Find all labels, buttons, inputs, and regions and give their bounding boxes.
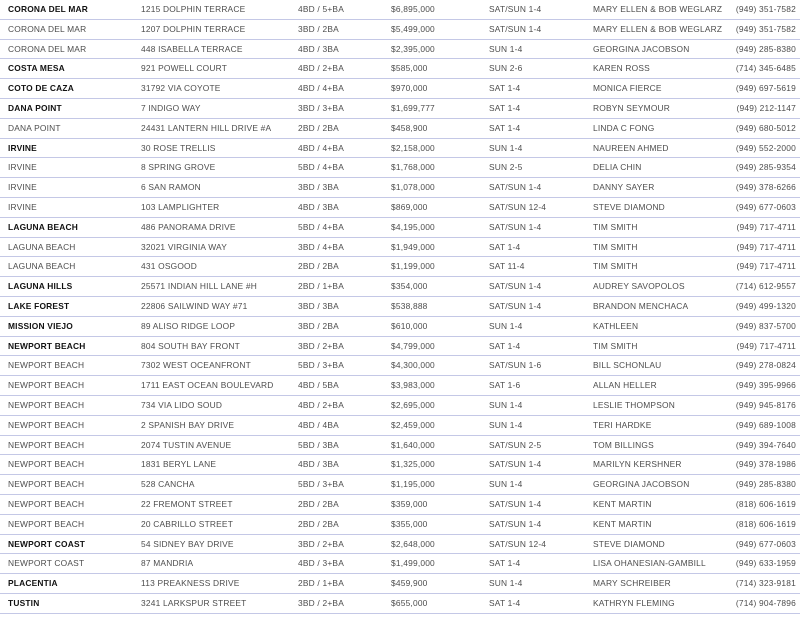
- listing-open-house-time: SAT 1-4: [489, 340, 521, 351]
- listing-price: $2,459,000: [391, 419, 435, 430]
- listing-agent-phone: (949) 395-9966: [735, 380, 796, 391]
- listing-row: [0, 416, 800, 436]
- listing-city: LAGUNA BEACH: [8, 221, 79, 232]
- listing-city: LAGUNA BEACH: [8, 241, 76, 252]
- listing-agent-phone: (949) 499-1320: [735, 300, 796, 311]
- listing-agent: TERI HARDKE: [593, 419, 652, 430]
- listing-city: NEWPORT BEACH: [8, 439, 85, 450]
- listing-agent-phone: (949) 285-8380: [735, 479, 796, 490]
- listing-address: 528 CANCHA: [141, 479, 195, 490]
- listing-address: 6 SAN RAMON: [141, 182, 201, 193]
- listing-beds-baths: 2BD / 1+BA: [298, 578, 344, 589]
- listing-agent-phone: (949) 717-4711: [736, 261, 796, 272]
- listing-beds-baths: 2BD / 1+BA: [298, 281, 344, 292]
- listing-open-house-time: SAT/SUN 1-4: [489, 221, 542, 232]
- listing-agent: AUDREY SAVOPOLOS: [593, 281, 685, 292]
- listing-beds-baths: 3BD / 4+BA: [298, 241, 344, 252]
- listing-city: NEWPORT COAST: [8, 558, 85, 569]
- listing-address: 448 ISABELLA TERRACE: [141, 43, 243, 54]
- listing-row: [0, 79, 800, 99]
- listing-agent: DELIA CHIN: [593, 162, 642, 173]
- listing-address: 1215 DOLPHIN TERRACE: [141, 4, 246, 14]
- listing-beds-baths: 4BD / 3BA: [298, 43, 339, 54]
- listing-open-house-time: SAT/SUN 1-4: [489, 300, 542, 311]
- listing-open-house-time: SAT/SUN 1-4: [489, 281, 542, 292]
- listing-agent: MARY ELLEN & BOB WEGLARZ: [593, 23, 723, 34]
- listing-city: PLACENTIA: [8, 578, 58, 589]
- listing-city: IRVINE: [8, 142, 37, 153]
- listing-row: [0, 475, 800, 495]
- listing-row: [0, 515, 800, 535]
- listing-beds-baths: 4BD / 4+BA: [298, 83, 344, 94]
- listing-agent: ALLAN HELLER: [593, 380, 657, 391]
- listing-address: 87 MANDRIA: [141, 558, 194, 569]
- listing-row: [0, 119, 800, 139]
- listing-agent-phone: (949) 285-9354: [735, 162, 796, 173]
- listing-agent: LESLIE THOMPSON: [593, 399, 675, 410]
- listing-beds-baths: 4BD / 3BA: [298, 459, 339, 470]
- listing-open-house-time: SAT 1-6: [489, 380, 521, 391]
- listing-open-house-time: SAT/SUN 1-4: [489, 23, 542, 34]
- listing-address: 32021 VIRGINIA WAY: [141, 241, 227, 252]
- listing-agent-phone: (949) 351-7582: [735, 4, 796, 14]
- listing-price: $355,000: [391, 518, 428, 529]
- listing-agent-phone: (949) 677-0603: [735, 538, 796, 549]
- listing-agent-phone: (949) 677-0603: [735, 201, 796, 212]
- listing-address: 24431 LANTERN HILL DRIVE #A: [141, 122, 272, 133]
- listing-beds-baths: 4BD / 5+BA: [298, 4, 344, 14]
- listing-agent-phone: (949) 633-1959: [735, 558, 796, 569]
- listing-price: $610,000: [391, 320, 428, 331]
- listing-open-house-time: SAT/SUN 12-4: [489, 538, 547, 549]
- listing-agent: TIM SMITH: [593, 241, 638, 252]
- listing-open-house-time: SUN 1-4: [489, 399, 523, 410]
- listing-address: 89 ALISO RIDGE LOOP: [141, 320, 236, 331]
- listing-beds-baths: 4BD / 4BA: [298, 419, 339, 430]
- listing-open-house-time: SUN 1-4: [489, 578, 523, 589]
- listing-city: DANA POINT: [8, 122, 61, 133]
- listing-city: NEWPORT BEACH: [8, 459, 85, 470]
- listing-agent: TOM BILLINGS: [593, 439, 654, 450]
- listing-price: $2,648,000: [391, 538, 435, 549]
- listing-agent-phone: (818) 606-1619: [735, 498, 796, 509]
- listing-agent-phone: (949) 680-5012: [735, 122, 796, 133]
- listing-beds-baths: 5BD / 4+BA: [298, 221, 344, 232]
- listing-price: $2,395,000: [391, 43, 435, 54]
- listing-beds-baths: 2BD / 2BA: [298, 261, 339, 272]
- listing-address: 1207 DOLPHIN TERRACE: [141, 23, 246, 34]
- listing-open-house-time: SAT/SUN 1-6: [489, 360, 542, 371]
- listing-agent-phone: (949) 278-0824: [735, 360, 796, 371]
- listing-city: TUSTIN: [8, 597, 40, 608]
- listing-beds-baths: 4BD / 5BA: [298, 380, 339, 391]
- listing-beds-baths: 3BD / 2BA: [298, 320, 339, 331]
- listing-price: $1,195,000: [391, 479, 435, 490]
- listing-agent: TIM SMITH: [593, 221, 638, 232]
- listing-open-house-time: SUN 1-4: [489, 479, 523, 490]
- listing-agent-phone: (714) 323-9181: [735, 578, 796, 589]
- listing-agent: KENT MARTIN: [593, 498, 652, 509]
- listing-price: $1,699,777: [391, 102, 435, 113]
- listing-row: [0, 376, 800, 396]
- listing-agent: MONICA FIERCE: [593, 83, 662, 94]
- listing-address: 7302 WEST OCEANFRONT: [141, 360, 251, 371]
- listing-address: 30 ROSE TRELLIS: [141, 142, 216, 153]
- listing-city: COTO DE CAZA: [8, 83, 74, 94]
- listing-row: [0, 535, 800, 555]
- listing-open-house-time: SAT 1-4: [489, 102, 521, 113]
- listing-agent: KAREN ROSS: [593, 63, 650, 74]
- listing-address: 31792 VIA COYOTE: [141, 83, 221, 94]
- listing-agent-phone: (949) 351-7582: [735, 23, 796, 34]
- listing-address: 2 SPANISH BAY DRIVE: [141, 419, 235, 430]
- listing-open-house-time: SAT/SUN 1-4: [489, 459, 542, 470]
- listing-city: DANA POINT: [8, 102, 62, 113]
- listing-address: 8 SPRING GROVE: [141, 162, 216, 173]
- listing-price: $6,895,000: [391, 4, 435, 14]
- listing-beds-baths: 5BD / 3BA: [298, 439, 339, 450]
- listing-agent: LISA OHANESIAN-GAMBILL: [593, 558, 706, 569]
- listing-city: NEWPORT BEACH: [8, 340, 86, 351]
- listing-open-house-time: SAT 1-4: [489, 122, 521, 133]
- listing-open-house-time: SAT 11-4: [489, 261, 525, 272]
- listing-beds-baths: 3BD / 3BA: [298, 300, 339, 311]
- listing-row: [0, 139, 800, 159]
- listing-open-house-time: SUN 2-5: [489, 162, 523, 173]
- listing-price: $1,078,000: [391, 182, 435, 193]
- listing-row: [0, 594, 800, 614]
- listing-address: 431 OSGOOD: [141, 261, 197, 272]
- listing-row: [0, 356, 800, 376]
- listing-price: $585,000: [391, 63, 428, 74]
- listing-city: NEWPORT BEACH: [8, 399, 85, 410]
- listing-price: $1,768,000: [391, 162, 435, 173]
- listing-price: $459,900: [391, 578, 428, 589]
- listing-address: 921 POWELL COURT: [141, 63, 228, 74]
- listing-row: [0, 218, 800, 238]
- listing-agent: KATHRYN FLEMING: [593, 597, 675, 608]
- listing-open-house-time: SAT 1-4: [489, 558, 521, 569]
- listing-open-house-time: SAT/SUN 1-4: [489, 518, 542, 529]
- listing-beds-baths: 3BD / 2+BA: [298, 340, 344, 351]
- listing-agent: BRANDON MENCHACA: [593, 300, 689, 311]
- listing-open-house-time: SUN 1-4: [489, 320, 523, 331]
- listing-address: 3241 LARKSPUR STREET: [141, 597, 247, 608]
- listing-open-house-time: SUN 1-4: [489, 43, 523, 54]
- listing-beds-baths: 4BD / 3+BA: [298, 558, 344, 569]
- listing-agent: DANNY SAYER: [593, 182, 655, 193]
- listing-beds-baths: 3BD / 2+BA: [298, 597, 344, 608]
- listing-beds-baths: 4BD / 2+BA: [298, 63, 344, 74]
- listing-price: $359,000: [391, 498, 428, 509]
- listing-row: [0, 277, 800, 297]
- listing-agent: MARILYN KERSHNER: [593, 459, 682, 470]
- listing-city: CORONA DEL MAR: [8, 43, 87, 54]
- listing-price: $2,695,000: [391, 399, 435, 410]
- listing-beds-baths: 2BD / 2BA: [298, 518, 339, 529]
- listing-open-house-time: SAT/SUN 1-4: [489, 498, 542, 509]
- listing-city: LAGUNA HILLS: [8, 281, 73, 292]
- listing-open-house-time: SUN 1-4: [489, 142, 523, 153]
- listing-agent-phone: (949) 717-4711: [736, 340, 796, 351]
- listing-agent: MARY SCHREIBER: [593, 578, 671, 589]
- listing-price: $869,000: [391, 201, 428, 212]
- listing-row: [0, 0, 800, 20]
- listing-open-house-time: SUN 2-6: [489, 63, 523, 74]
- listing-beds-baths: 2BD / 2BA: [298, 122, 339, 133]
- listing-agent-phone: (949) 378-1986: [735, 459, 796, 470]
- listing-address: 22806 SAILWIND WAY #71: [141, 300, 248, 311]
- listing-beds-baths: 2BD / 2BA: [298, 498, 339, 509]
- listing-city: CORONA DEL MAR: [8, 23, 87, 34]
- listing-open-house-time: SAT 1-4: [489, 597, 521, 608]
- listing-agent-phone: (714) 345-6485: [735, 63, 796, 74]
- listing-agent-phone: (949) 552-2000: [735, 142, 796, 153]
- listing-row: [0, 99, 800, 119]
- listing-row: [0, 436, 800, 456]
- listing-row: [0, 455, 800, 475]
- listing-price: $970,000: [391, 83, 428, 94]
- listing-open-house-time: SAT/SUN 1-4: [489, 182, 542, 193]
- listing-open-house-time: SAT/SUN 1-4: [489, 4, 542, 14]
- listing-address: 54 SIDNEY BAY DRIVE: [141, 538, 234, 549]
- listing-agent: STEVE DIAMOND: [593, 201, 665, 212]
- listing-price: $1,499,000: [391, 558, 435, 569]
- listing-price: $4,195,000: [391, 221, 435, 232]
- listing-row: [0, 337, 800, 357]
- listing-city: IRVINE: [8, 162, 37, 173]
- listing-agent: LINDA C FONG: [593, 122, 655, 133]
- listing-agent: KENT MARTIN: [593, 518, 652, 529]
- listing-agent-phone: (714) 904-7896: [735, 597, 796, 608]
- listing-city: IRVINE: [8, 182, 37, 193]
- listing-city: NEWPORT BEACH: [8, 518, 85, 529]
- listing-beds-baths: 3BD / 2BA: [298, 23, 339, 34]
- listing-open-house-time: SUN 1-4: [489, 419, 523, 430]
- listing-address: 22 FREMONT STREET: [141, 498, 233, 509]
- listing-row: [0, 317, 800, 337]
- listing-open-house-time: SAT/SUN 2-5: [489, 439, 542, 450]
- listing-row: [0, 495, 800, 515]
- listing-beds-baths: 3BD / 2+BA: [298, 538, 344, 549]
- listing-address: 486 PANORAMA DRIVE: [141, 221, 236, 232]
- listing-city: IRVINE: [8, 201, 37, 212]
- listing-agent-phone: (714) 612-9557: [735, 281, 796, 292]
- listing-agent-phone: (949) 945-8176: [735, 399, 796, 410]
- listing-price: $4,799,000: [391, 340, 435, 351]
- listing-beds-baths: 4BD / 3BA: [298, 201, 339, 212]
- listing-beds-baths: 3BD / 3BA: [298, 182, 339, 193]
- listing-city: LAGUNA BEACH: [8, 261, 76, 272]
- listing-price: $1,949,000: [391, 241, 435, 252]
- listing-city: NEWPORT BEACH: [8, 360, 85, 371]
- listing-city: NEWPORT BEACH: [8, 498, 85, 509]
- listing-row: [0, 20, 800, 40]
- listing-city: LAKE FOREST: [8, 300, 70, 311]
- listing-address: 20 CABRILLO STREET: [141, 518, 234, 529]
- listing-agent-phone: (949) 212-1147: [736, 102, 796, 113]
- listing-agent: KATHLEEN: [593, 320, 639, 331]
- listing-address: 1711 EAST OCEAN BOULEVARD: [141, 380, 274, 391]
- listing-address: 7 INDIGO WAY: [141, 102, 201, 113]
- listing-agent-phone: (949) 717-4711: [736, 221, 796, 232]
- listing-agent-phone: (949) 697-5619: [735, 83, 796, 94]
- listing-city: COSTA MESA: [8, 63, 65, 74]
- listing-row: [0, 574, 800, 594]
- listing-address: 734 VIA LIDO SOUD: [141, 399, 223, 410]
- listing-address: 1831 BERYL LANE: [141, 459, 217, 470]
- listing-price: $1,199,000: [391, 261, 435, 272]
- listing-beds-baths: 5BD / 3+BA: [298, 479, 344, 490]
- listing-agent-phone: (818) 606-1619: [735, 518, 796, 529]
- listing-city: MISSION VIEJO: [8, 320, 73, 331]
- listing-price: $458,900: [391, 122, 428, 133]
- listing-row: [0, 198, 800, 218]
- listing-beds-baths: 5BD / 4+BA: [298, 162, 344, 173]
- listing-address: 113 PREAKNESS DRIVE: [141, 578, 240, 589]
- listing-city: NEWPORT BEACH: [8, 380, 85, 391]
- listing-row: [0, 257, 800, 277]
- listing-price: $4,300,000: [391, 360, 435, 371]
- listing-agent: ROBYN SEYMOUR: [593, 102, 671, 113]
- listing-address: 103 LAMPLIGHTER: [141, 201, 220, 212]
- listing-agent-phone: (949) 378-6266: [735, 182, 796, 193]
- listing-agent-phone: (949) 689-1008: [735, 419, 796, 430]
- listing-beds-baths: 4BD / 4+BA: [298, 142, 344, 153]
- listing-price: $2,158,000: [391, 142, 435, 153]
- listing-open-house-time: SAT 1-4: [489, 83, 521, 94]
- listing-price: $655,000: [391, 597, 428, 608]
- listing-city: CORONA DEL MAR: [8, 4, 89, 14]
- listing-row: [0, 158, 800, 178]
- listing-price: $538,888: [391, 300, 428, 311]
- listing-agent: GEORGINA JACOBSON: [593, 479, 690, 490]
- listing-beds-baths: 5BD / 3+BA: [298, 360, 344, 371]
- listing-address: 804 SOUTH BAY FRONT: [141, 340, 240, 351]
- listing-agent: STEVE DIAMOND: [593, 538, 665, 549]
- listing-price: $5,499,000: [391, 23, 435, 34]
- listing-price: $1,325,000: [391, 459, 435, 470]
- listing-address: 25571 INDIAN HILL LANE #H: [141, 281, 257, 292]
- listing-row: [0, 59, 800, 79]
- listing-agent: MARY ELLEN & BOB WEGLARZ: [593, 4, 723, 14]
- listing-city: NEWPORT BEACH: [8, 419, 85, 430]
- listing-city: NEWPORT BEACH: [8, 479, 85, 490]
- listing-row: [0, 396, 800, 416]
- listing-agent: TIM SMITH: [593, 340, 638, 351]
- listing-row: [0, 40, 800, 60]
- listing-agent: TIM SMITH: [593, 261, 638, 272]
- listing-agent: NAUREEN AHMED: [593, 142, 669, 153]
- listing-beds-baths: 4BD / 2+BA: [298, 399, 344, 410]
- listing-row: [0, 297, 800, 317]
- listing-row: [0, 178, 800, 198]
- listing-agent-phone: (949) 285-8380: [735, 43, 796, 54]
- listing-open-house-time: SAT 1-4: [489, 241, 521, 252]
- listing-agent-phone: (949) 837-5700: [735, 320, 796, 331]
- listing-price: $354,000: [391, 281, 428, 292]
- listing-row: [0, 238, 800, 258]
- listing-price: $1,640,000: [391, 439, 435, 450]
- listing-agent-phone: (949) 717-4711: [736, 241, 796, 252]
- listing-row: [0, 554, 800, 574]
- listing-address: 2074 TUSTIN AVENUE: [141, 439, 232, 450]
- listing-agent: BILL SCHONLAU: [593, 360, 662, 371]
- listing-beds-baths: 3BD / 3+BA: [298, 102, 344, 113]
- listing-agent-phone: (949) 394-7640: [735, 439, 796, 450]
- listing-agent: GEORGINA JACOBSON: [593, 43, 690, 54]
- listing-city: NEWPORT COAST: [8, 538, 86, 549]
- listing-open-house-time: SAT/SUN 12-4: [489, 201, 547, 212]
- listing-price: $3,983,000: [391, 380, 435, 391]
